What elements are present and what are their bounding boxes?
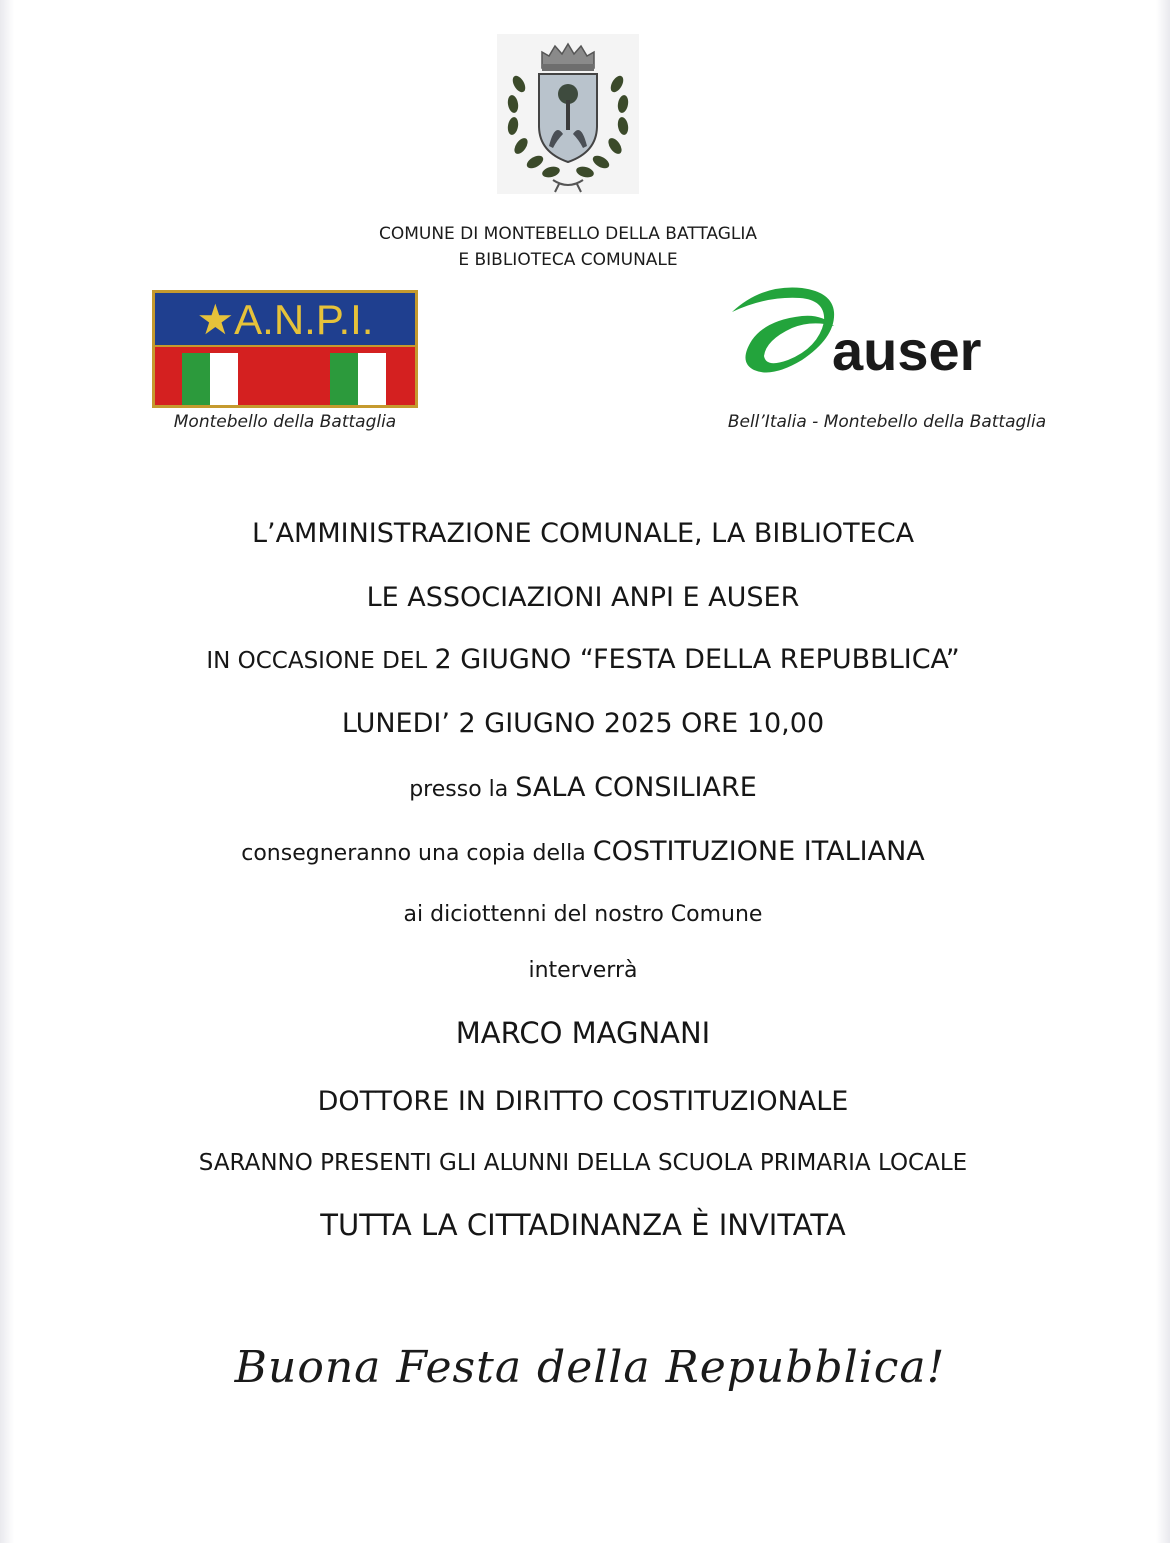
- auser-logo: [722, 282, 1002, 382]
- closing-greeting: Buona Festa della Repubblica!: [234, 1342, 946, 1393]
- speaker-intro: interverrà: [528, 958, 638, 983]
- auser-caption: Bell’Italia - Montebello della Battaglia: [727, 412, 1047, 432]
- speaker-name: MARCO MAGNANI: [455, 1016, 711, 1050]
- constitution-line: [0, 836, 1166, 867]
- recipients-line: ai diciottenni del nostro Comune: [403, 902, 763, 927]
- venue-line: [0, 772, 1166, 803]
- constitution-name: COSTITUZIONE ITALIANA: [592, 836, 925, 867]
- anpi-logo-text: ★A.N.P.I.: [196, 296, 374, 343]
- occasion-name: 2 GIUGNO “FESTA DELLA REPUBBLICA”: [434, 644, 960, 675]
- intro-line-1: L’AMMINISTRAZIONE COMUNALE, LA BIBLIOTECA: [251, 518, 915, 549]
- anpi-caption: Montebello della Battaglia: [173, 412, 397, 432]
- header-municipality: COMUNE DI MONTEBELLO DELLA BATTAGLIA: [378, 224, 758, 244]
- speaker-title: DOTTORE IN DIRITTO COSTITUZIONALE: [317, 1086, 849, 1117]
- venue-prefix: presso la: [409, 777, 516, 802]
- occasion-line: [0, 644, 1166, 675]
- intro-line-2: LE ASSOCIAZIONI ANPI E AUSER: [366, 582, 800, 613]
- invitation-line: TUTTA LA CITTADINANZA È INVITATA: [320, 1208, 846, 1242]
- students-line: SARANNO PRESENTI GLI ALUNNI DELLA SCUOLA PRIMARIA LOCALE: [198, 1150, 968, 1176]
- auser-logo-text: auser: [832, 319, 982, 382]
- header-library: E BIBLIOTECA COMUNALE: [458, 250, 678, 270]
- constitution-prefix: consegneranno una copia della: [241, 841, 593, 866]
- occasion-prefix: IN OCCASIONE DEL: [206, 648, 435, 674]
- venue-name: SALA CONSILIARE: [515, 772, 757, 803]
- anpi-logo: [152, 290, 418, 408]
- municipal-crest-logo: [497, 34, 639, 194]
- date-time: LUNEDI’ 2 GIUGNO 2025 ORE 10,00: [341, 708, 825, 739]
